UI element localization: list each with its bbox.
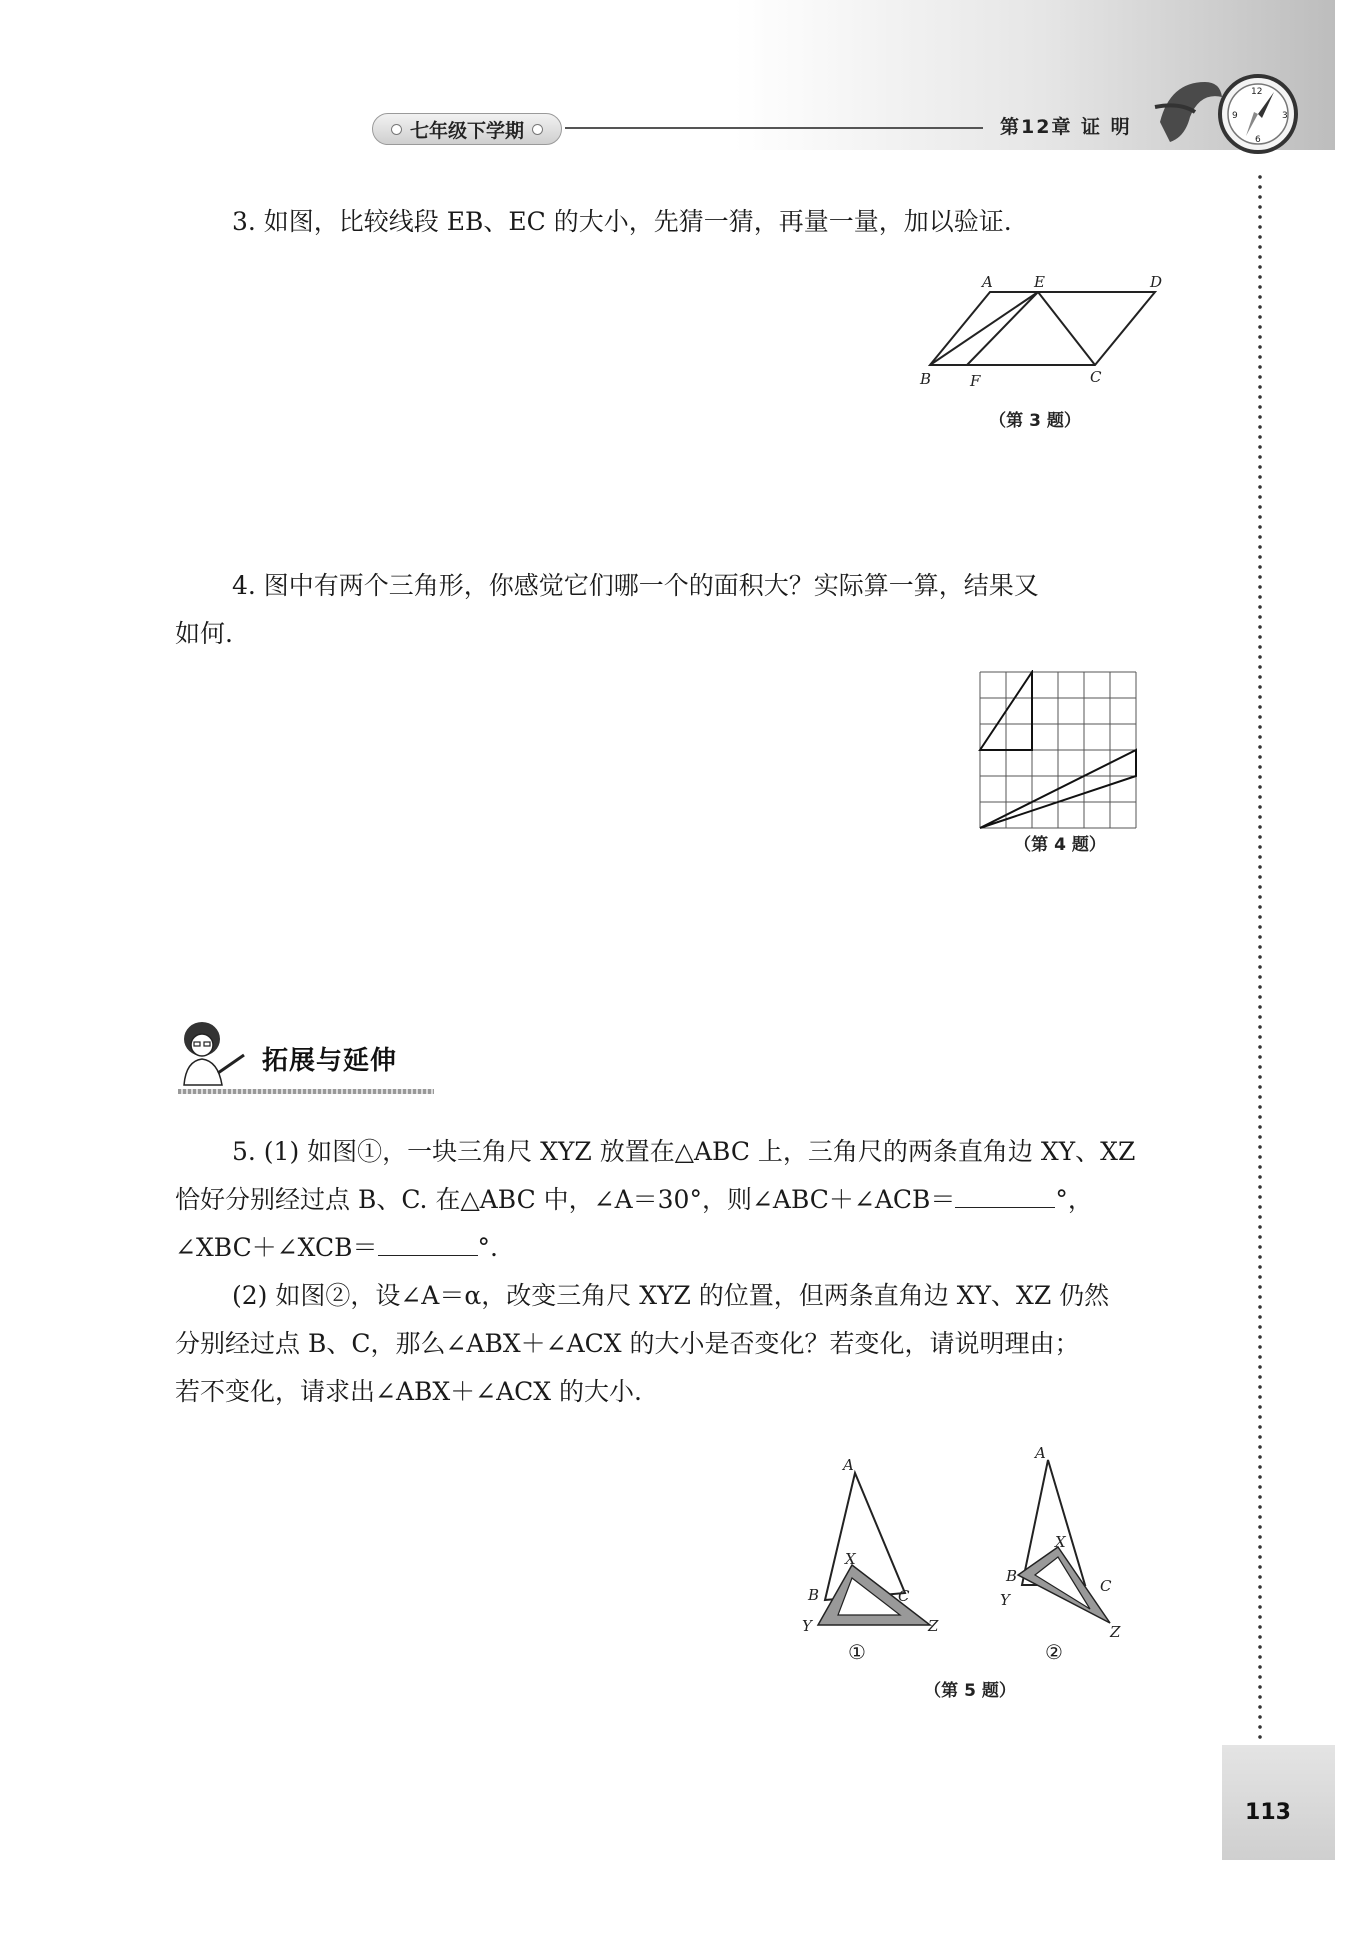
compass-logo-icon xyxy=(1150,62,1300,162)
answer-blank-1[interactable] xyxy=(955,1181,1055,1208)
question-5-part-1-line-3-text: ∠XBC＋∠XCB＝ xyxy=(175,1233,378,1262)
question-4-line-1: 4. 图中有两个三角形，你感觉它们哪一个的面积大？实际算一算，结果又 xyxy=(232,571,1039,600)
point-label-z: Z xyxy=(1110,1623,1121,1641)
figure-3-parallelogram xyxy=(910,268,1170,428)
point-label-a: A xyxy=(843,1456,854,1474)
question-3-text: 3. 如图，比较线段 EB、EC 的大小，先猜一猜，再量一量，加以验证. xyxy=(232,207,1012,236)
margin-dotted-line xyxy=(1258,172,1262,1747)
point-label-d: D xyxy=(1150,273,1163,291)
grade-label: 七年级下学期 xyxy=(409,119,524,142)
degree-suffix-1: °， xyxy=(1055,1185,1093,1214)
point-label-x: X xyxy=(845,1550,856,1568)
header-rule xyxy=(565,127,983,129)
svg-text:3: 3 xyxy=(1282,111,1288,121)
figure-5-2-label: ② xyxy=(1045,1640,1063,1664)
question-5-part-2-line-1: (2) 如图②，设∠A＝α，改变三角尺 XYZ 的位置，但两条直角边 XY、XZ 仍然 xyxy=(232,1281,1110,1310)
question-5-part-2-line-3: 若不变化，请求出∠ABX＋∠ACX 的大小. xyxy=(175,1377,642,1406)
grade-badge xyxy=(372,113,562,145)
figure-3-caption: （第 3 题） xyxy=(989,411,1081,431)
point-label-b: B xyxy=(808,1586,820,1604)
figure-5-2 xyxy=(1000,1445,1121,1641)
point-label-z: Z xyxy=(928,1617,939,1635)
point-label-c: C xyxy=(1090,368,1102,386)
point-label-b: B xyxy=(1006,1567,1018,1585)
svg-text:6: 6 xyxy=(1255,135,1261,145)
point-label-c: C xyxy=(1100,1577,1112,1595)
question-5-part-2-line-2: 分别经过点 B、C，那么∠ABX＋∠ACX 的大小是否变化？若变化，请说明理由； xyxy=(175,1329,1080,1358)
point-label-c: C xyxy=(898,1587,910,1605)
question-5-part-1-line-2 xyxy=(175,1176,1093,1224)
chapter-title: 第12章 证 明 xyxy=(1000,116,1132,138)
figure-5-1-label: ① xyxy=(848,1640,866,1664)
page-number: 113 xyxy=(1245,1800,1291,1825)
bullet-icon xyxy=(532,124,543,135)
section-title: 拓展与延伸 xyxy=(262,1046,398,1076)
point-label-a: A xyxy=(982,273,993,291)
point-label-b: B xyxy=(920,370,932,388)
question-5-part-1-line-2-text: 恰好分别经过点 B、C. 在△ABC 中，∠A＝30°，则∠ABC＋∠ACB＝ xyxy=(175,1185,956,1214)
figure-5-triangles xyxy=(780,1445,1160,1675)
point-label-e: E xyxy=(1034,273,1045,291)
svg-text:9: 9 xyxy=(1232,111,1238,121)
answer-blank-2[interactable] xyxy=(378,1229,478,1256)
point-label-f: F xyxy=(970,372,981,390)
question-4-line-2: 如何. xyxy=(175,619,233,648)
figure-4-grid xyxy=(978,670,1138,830)
section-rule xyxy=(178,1089,434,1094)
question-5-part-1-line-1: 5. (1) 如图①，一块三角尺 XYZ 放置在△ABC 上，三角尺的两条直角边 XY、XZ xyxy=(232,1137,1136,1166)
degree-suffix-2: °. xyxy=(477,1233,498,1262)
figure-5-caption: （第 5 题） xyxy=(924,1681,1016,1701)
question-5-part-1-line-3 xyxy=(175,1224,498,1272)
point-label-x: X xyxy=(1055,1533,1066,1551)
point-label-y: Y xyxy=(802,1617,812,1635)
svg-text:12: 12 xyxy=(1251,87,1263,97)
figure-4-caption: （第 4 题） xyxy=(1014,835,1106,855)
figure-5-1 xyxy=(802,1456,939,1635)
point-label-y: Y xyxy=(1000,1591,1010,1609)
bullet-icon xyxy=(391,124,402,135)
point-label-a: A xyxy=(1035,1445,1046,1462)
